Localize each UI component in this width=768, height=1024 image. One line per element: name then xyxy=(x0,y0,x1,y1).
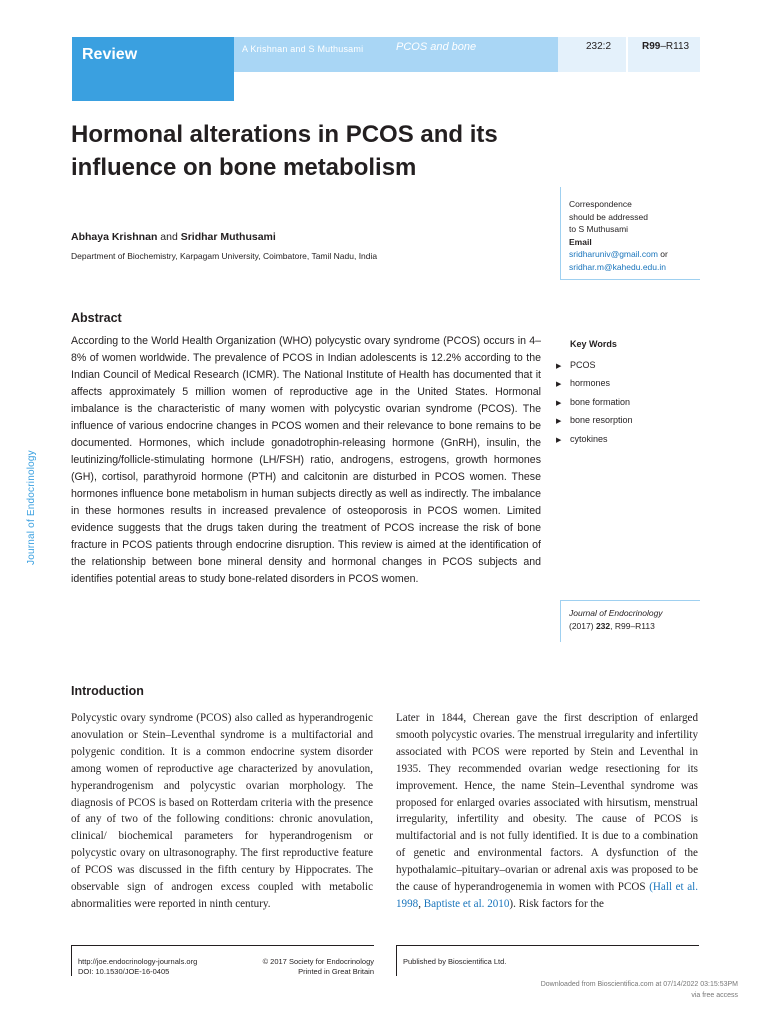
introduction-heading: Introduction xyxy=(71,684,144,698)
volume-issue: 232:2 xyxy=(586,41,612,52)
author-2: Sridhar Muthusami xyxy=(180,231,276,243)
footer-left xyxy=(71,945,374,976)
abstract-text: According to the World Health Organization (WHO) polycystic ovary syndrome (PCOS) occurs in 4–8% of women worldwide. The prevalence of PCOS in Indian adolescents is 12.2% according to the Indian Council of Medical Research (ICMR). The National Institute of Health has documented that it affects approximately 5 million women of reproductive age in the United States. Hormonal imbalance is the characteristic of many women with polycystic ovarian syndrome (PCOS). The influence of various endocrine changes in PCOS women and their relevance to bone remains to be documented. Hormones, which include gonadotrophin-releasing hormone (GnRH), insulin, the leutinizing/follicle-stimulating hormone (LH/FSH) ratio, androgens, estrogens, growth hormones (GH), cortisol, parathyroid hormone (PTH) and calcitonin are disturbed in PCOS women. These hormones influence bone metabolism in human subjects directly as well as indirectly. The imbalance in these hormones results in increased prevalence of osteoporosis in PCOS women. Limited evidence suggests that the drugs taken during the treatment of PCOS increase the risk of bone fracture in PCOS patients through endocrine disruption. This review is aimed at the identification of the relationship between bone mineral density and hormonal changes in PCOS subjects and identifies potential areas to study bone-related disorders in PCOS women. xyxy=(71,335,541,585)
correspondence-line: Correspondence xyxy=(569,199,632,209)
keywords-heading: Key Words xyxy=(570,339,617,349)
doi: DOI: 10.1530/JOE-16-0405 xyxy=(78,967,170,976)
intro-right-column: Later in 1844, Cherean gave the first description of enlarged smooth polycystic ovaries. The menstrual irregularity and infertility associated with PCOS were reported by Stein and Leventhal in 1935. They recommended ovarian wedge resectioning for its improvement. Hence, the name Stein–Leventhal syndrome was proposed for enlarged ovaries associated with hirsutism, menstrual irregularity, infertility and obesity. The cause of PCOS is multifactorial and is not fully identified. It is due to a combination of genetic and environmental factors. A dysfunction of the hypothalamic–pituitary–ovarian or adrenal axis was proposed to be the cause of hyperandrogenemia in women with PCOS (Hall et al. 1998, Baptiste et al. 2010). Risk factors for the xyxy=(396,712,698,910)
publisher: Published by Bioscientifica Ltd. xyxy=(403,957,507,966)
correspondence-line: should be addressed xyxy=(569,211,648,222)
abstract-heading: Abstract xyxy=(71,311,122,325)
email-link-1[interactable]: sridharuniv@gmail.com xyxy=(569,249,658,259)
email-link-2[interactable]: sridhar.m@kahedu.edu.in xyxy=(569,261,666,272)
running-authors: A Krishnan and S Muthusami xyxy=(242,44,364,54)
triangle-right-icon: ▶ xyxy=(556,399,562,407)
citation-journal: Journal of Endocrinology xyxy=(569,608,663,618)
triangle-right-icon: ▶ xyxy=(556,381,562,389)
keyword-item: ▶ bone resorption xyxy=(556,412,633,430)
author-1: Abhaya Krishnan xyxy=(71,231,158,243)
triangle-right-icon: ▶ xyxy=(556,363,562,370)
keyword-item: ▶ PCOS xyxy=(556,357,633,375)
keyword-item: ▶ bone formation xyxy=(556,394,633,412)
section-label: Review xyxy=(82,46,138,63)
running-topic: PCOS and bone xyxy=(396,41,477,53)
page-range: R99–R113 xyxy=(642,41,690,52)
footer-right xyxy=(396,945,699,976)
keywords-list xyxy=(556,357,633,449)
section-badge xyxy=(72,37,234,101)
divider xyxy=(626,37,628,72)
printed-in: Printed in Great Britain xyxy=(298,967,374,976)
reference-link[interactable]: Baptiste et al. 2010 xyxy=(423,897,510,910)
author-list: Abhaya Krishnan and Sridhar Muthusami xyxy=(71,231,276,243)
triangle-right-icon: ▶ xyxy=(556,436,562,444)
keyword-item: ▶ cytokines xyxy=(556,431,633,449)
running-header xyxy=(234,37,558,72)
triangle-right-icon: ▶ xyxy=(556,418,562,426)
affiliation: Department of Biochemistry, Karpagam University, Coimbatore, Tamil Nadu, India xyxy=(71,251,378,261)
correspondence-line: to S Muthusami xyxy=(569,224,629,234)
article-title: Hormonal alterations in PCOS and its influence on bone metabolism xyxy=(71,121,498,181)
email-label: Email xyxy=(569,236,592,247)
citation-details: (2017) 232, R99–R113 xyxy=(569,621,655,631)
download-notice: Downloaded from Bioscientifica.com at 07/14/2022 03:15:53PM via free access xyxy=(540,981,738,999)
intro-left-column: Polycystic ovary syndrome (PCOS) also called as hyperandrogenic anovulation or Stein–Leventhal syndrome is a multifactorial and polygenic condition. It is a common endocrine system disorder among women of reproductive age characterized by anovulation, hyperandrogenism and polycystic ovarian morphology. The diagnosis of PCOS is based on Rotterdam criteria with the presence of any of two of the following conditions: chronic anovulation, clinical/ biochemical parameters for hyperandrogenism or polycystic ovary on ultrasonography. The first reproductive feature of PCOS was discussed in the fifth century by Hippocrates. The observable sign of androgen excess coupled with metabolic abnormalities were reported in ninth century. xyxy=(71,712,373,910)
correspondence-box: Correspondence should be addressed to S Muthusami Email sridharuniv@gmail.com or sridhar.m@kahedu.edu.in xyxy=(560,187,700,280)
copyright: © 2017 Society for Endocrinology xyxy=(262,957,374,966)
journal-url[interactable]: http://joe.endocrinology-journals.org xyxy=(78,957,198,966)
volume-pages xyxy=(558,37,700,72)
keyword-item: ▶ hormones xyxy=(556,375,633,393)
citation-box xyxy=(560,600,700,642)
reference-link[interactable]: Hall et al. 1998 xyxy=(396,881,698,910)
journal-sidebar-label: Journal of Endocrinology xyxy=(26,450,37,565)
